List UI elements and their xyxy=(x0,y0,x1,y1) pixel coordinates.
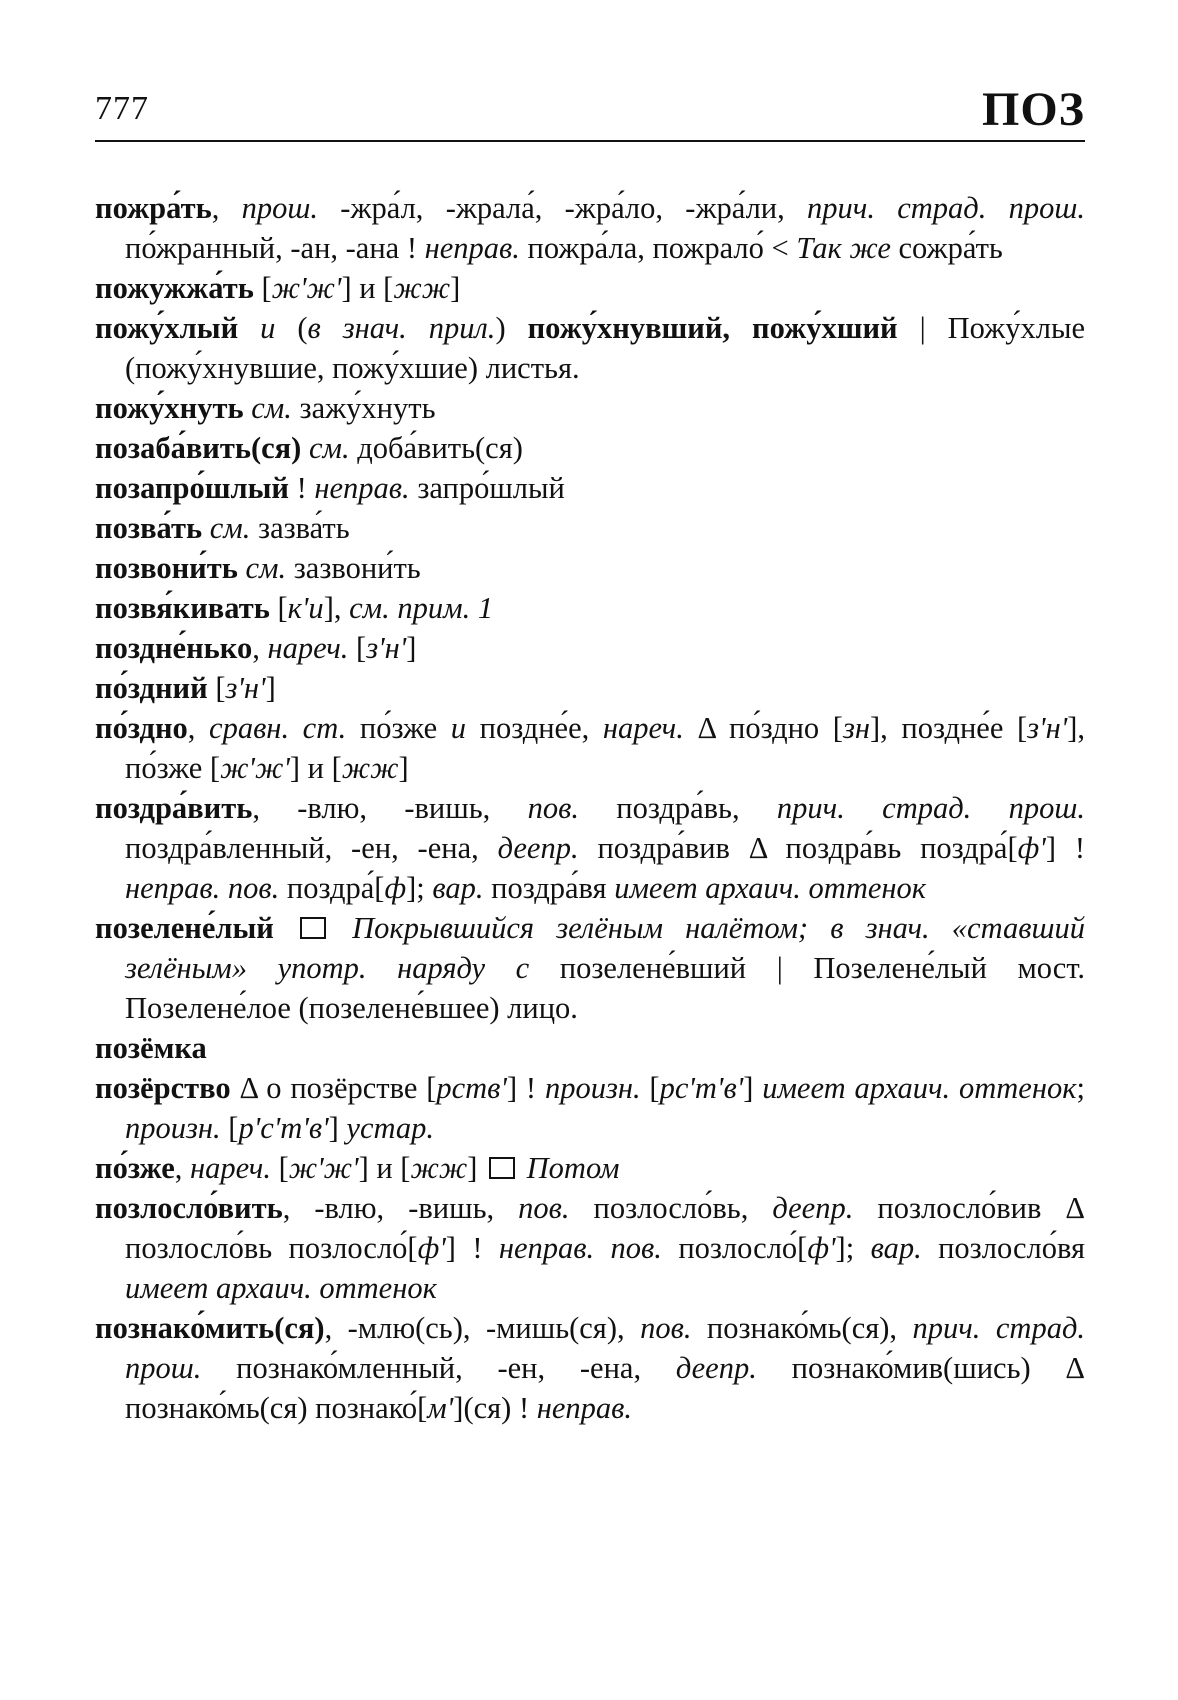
entry-text: познако́мив(шись) Δ познако́мь(ся) познако́[ xyxy=(125,1351,1086,1425)
entry-text: [ xyxy=(270,1151,289,1185)
headword: позаба́вить(ся) xyxy=(95,431,302,465)
entry-text: позлосло́вь, xyxy=(569,1191,773,1225)
entry-text: запро́шлый xyxy=(409,471,565,505)
italic-note: ф' xyxy=(417,1231,446,1265)
entry-text: -жра́л, -жрала́, -жра́ло, -жра́ли, xyxy=(318,191,808,225)
entry-text: познако́мь(ся), xyxy=(691,1311,913,1345)
dictionary-entry xyxy=(95,708,1085,788)
entry-text: ](ся) ! xyxy=(453,1391,537,1425)
italic-note: ж'ж' xyxy=(271,271,342,305)
italic-note: неправ. xyxy=(314,471,410,505)
entry-text: ], по́зже [ xyxy=(125,711,1086,785)
entry-text: ] xyxy=(265,671,276,705)
headword: позёмка xyxy=(95,1031,207,1065)
entry-text xyxy=(202,511,210,545)
italic-note: Так же xyxy=(796,231,891,265)
entry-text: поздра́вив Δ поздра́вь поздра́[ xyxy=(578,831,1018,865)
entry-text: познако́мленный, -ен, -ена, xyxy=(201,1351,676,1385)
dictionary-entry xyxy=(95,668,1085,708)
entry-text: поздра́[ xyxy=(279,871,385,905)
headword: пожу́хнувший, пожу́хший xyxy=(527,311,898,345)
dictionary-entry xyxy=(95,308,1085,388)
entry-text: , xyxy=(252,631,268,665)
headword: позёрство xyxy=(95,1071,231,1105)
italic-note: имеет архаич. оттенок xyxy=(614,871,927,905)
entry-text: по́жранный, -ан, -ана ! xyxy=(125,231,425,265)
entry-text xyxy=(274,911,296,945)
entry-text xyxy=(238,311,260,345)
entry-text: ] xyxy=(743,1071,763,1105)
italic-note: Потом xyxy=(526,1151,620,1185)
entry-text: ]; xyxy=(406,871,433,905)
italic-note: прош. xyxy=(241,191,319,225)
italic-note: неправ. xyxy=(536,1391,633,1425)
italic-note: нареч. xyxy=(602,711,684,745)
italic-note: ф xyxy=(384,871,407,905)
italic-note: деепр. xyxy=(772,1191,854,1225)
entry-text: [ xyxy=(207,671,226,705)
box-icon xyxy=(300,917,326,939)
italic-note: рс'т'в' xyxy=(659,1071,744,1105)
entry-text: позелене́вший | Позелене́лый мост. Позелене́лое (позелене́вшее) лицо. xyxy=(125,951,1085,1025)
entry-text: ] и [ xyxy=(341,271,394,305)
italic-note: жж xyxy=(393,271,451,305)
italic-note: см. xyxy=(251,391,292,425)
italic-note: неправ. пов. xyxy=(498,1231,662,1265)
italic-note: в знач. прил. xyxy=(307,311,496,345)
italic-note: з'н' xyxy=(1027,711,1068,745)
dictionary-entry xyxy=(95,628,1085,668)
entry-text: поздра́вленный, -ен, -ена, xyxy=(125,831,498,865)
italic-note: ж'ж' xyxy=(220,751,290,785)
italic-note: деепр. xyxy=(675,1351,757,1385)
italic-note: вар. xyxy=(870,1231,922,1265)
entry-text: поздра́вя xyxy=(483,871,615,905)
entry-text: сожра́ть xyxy=(890,231,1003,265)
dictionary-entry xyxy=(95,1188,1085,1308)
italic-note: неправ. пов. xyxy=(125,871,280,905)
headword: поздне́нько xyxy=(95,631,253,665)
entry-text: ] и [ xyxy=(289,751,342,785)
italic-note: пов. xyxy=(640,1311,692,1345)
entry-text: поздра́вь, xyxy=(578,791,777,825)
italic-note: прич. страд. прош. xyxy=(125,1311,1085,1385)
headword: познако́мить(ся) xyxy=(95,1311,325,1345)
italic-note: см. прим. 1 xyxy=(349,591,494,625)
italic-note: Покрывшийся зелёным налётом; в знач. «ставший зелёным» употр. наряду с xyxy=(125,911,1085,985)
italic-note: нареч. xyxy=(267,631,349,665)
entry-text xyxy=(519,1151,527,1185)
entry-text: ]; xyxy=(835,1231,871,1265)
dictionary-entry xyxy=(95,588,1085,628)
italic-note: имеет архаич. оттенок xyxy=(125,1271,437,1305)
italic-note: и xyxy=(450,711,467,745)
entry-text: [ xyxy=(640,1071,660,1105)
dictionary-entry xyxy=(95,548,1085,588)
entry-text: [ xyxy=(253,271,272,305)
dictionary-entry xyxy=(95,428,1085,468)
dictionary-entry xyxy=(95,1028,1085,1068)
entry-text: , xyxy=(174,1151,191,1185)
entry-text xyxy=(330,911,352,945)
headword: позелене́лый xyxy=(95,911,274,945)
headword: поздра́вить xyxy=(95,791,253,825)
headword: позвя́кивать xyxy=(95,591,270,625)
italic-note: см. xyxy=(209,511,251,545)
headword: позва́ть xyxy=(95,511,203,545)
entry-text: ] ! xyxy=(506,1071,545,1105)
entry-text: зазвони́ть xyxy=(286,551,421,585)
dictionary-entry xyxy=(95,468,1085,508)
entry-text: ], поздне́е [ xyxy=(869,711,1028,745)
dictionary-entry xyxy=(95,1308,1085,1428)
entry-text: ] и [ xyxy=(358,1151,411,1185)
entry-text: | Пожу́хлые (пожу́хнувшие, пожу́хшие) листья. xyxy=(125,311,1085,385)
entry-text: , xyxy=(211,191,242,225)
entry-text: ] xyxy=(398,751,409,785)
dictionary-entries xyxy=(95,188,1085,1428)
entry-text: , -млю(сь), -мишь(ся), xyxy=(324,1311,641,1345)
italic-note: м' xyxy=(427,1391,454,1425)
italic-note: ф' xyxy=(807,1231,836,1265)
italic-note: жж xyxy=(410,1151,468,1185)
headword: позвони́ть xyxy=(95,551,238,585)
headword: позапро́шлый xyxy=(95,471,289,505)
italic-note: прич. страд. прош. xyxy=(776,791,1085,825)
entry-text: позлосло́вя xyxy=(921,1231,1085,1265)
italic-note: нареч. xyxy=(190,1151,271,1185)
entry-text: ] xyxy=(406,631,417,665)
dictionary-entry xyxy=(95,188,1085,268)
italic-note: имеет архаич. оттенок xyxy=(762,1071,1077,1105)
italic-note: и xyxy=(260,311,276,345)
headword: пожра́ть xyxy=(95,191,212,225)
italic-note: прич. страд. прош. xyxy=(807,191,1085,225)
italic-note: з'н' xyxy=(366,631,407,665)
page-header xyxy=(95,82,1085,142)
dictionary-entry xyxy=(95,1068,1085,1148)
italic-note: деепр. xyxy=(497,831,579,865)
entry-text: ] ! xyxy=(1045,831,1085,865)
entry-text: ] xyxy=(450,271,461,305)
italic-note: см. xyxy=(308,431,350,465)
italic-note: произн. xyxy=(125,1111,221,1145)
italic-note: ж'ж' xyxy=(288,1151,359,1185)
entry-text: поздне́е, xyxy=(466,711,603,745)
entry-text: ], xyxy=(323,591,350,625)
entry-text: позлосло́[ xyxy=(661,1231,808,1265)
italic-note: устар. xyxy=(346,1111,435,1145)
entry-text: [ xyxy=(220,1111,239,1145)
dictionary-entry xyxy=(95,508,1085,548)
entry-text xyxy=(301,431,309,465)
headword: по́зже xyxy=(95,1151,175,1185)
italic-note: см. xyxy=(245,551,287,585)
italic-note: пов. xyxy=(518,1191,570,1225)
italic-note: жж xyxy=(341,751,399,785)
page-number: 777 xyxy=(95,90,149,127)
entry-text: ) xyxy=(495,311,528,345)
entry-text: зажу́хнуть xyxy=(291,391,436,425)
entry-text: ! xyxy=(288,471,315,505)
headword: по́здний xyxy=(95,671,208,705)
entry-text: ] xyxy=(328,1111,347,1145)
entry-text: , xyxy=(187,711,210,745)
headword: позлосло́вить xyxy=(95,1191,283,1225)
dictionary-entry xyxy=(95,788,1085,908)
italic-note: неправ. xyxy=(424,231,520,265)
header-rule xyxy=(95,140,1085,142)
entry-text: Δ о позёрстве [ xyxy=(230,1071,437,1105)
headword: пожужжа́ть xyxy=(95,271,254,305)
entry-text: , -влю, -вишь, xyxy=(252,791,528,825)
headword: пожу́хлый xyxy=(95,311,239,345)
entry-text: [ xyxy=(348,631,367,665)
entry-text: [ xyxy=(269,591,288,625)
italic-note: ф' xyxy=(1017,831,1046,865)
entry-text: доба́вить(ся) xyxy=(349,431,523,465)
italic-note: сравн. ст. xyxy=(209,711,347,745)
italic-note: произн. xyxy=(544,1071,641,1105)
entry-text: , -влю, -вишь, xyxy=(282,1191,519,1225)
dictionary-entry xyxy=(95,908,1085,1028)
entry-text: ( xyxy=(275,311,308,345)
italic-note: зн xyxy=(842,711,870,745)
dictionary-entry xyxy=(95,388,1085,428)
italic-note: рств' xyxy=(436,1071,507,1105)
headword: пожу́хнуть xyxy=(95,391,244,425)
entry-text: зазва́ть xyxy=(250,511,350,545)
dictionary-entry xyxy=(95,268,1085,308)
entry-text: Δ по́здно [ xyxy=(683,711,843,745)
headword: по́здно xyxy=(95,711,188,745)
entry-text: ; xyxy=(1076,1071,1085,1105)
italic-note: вар. xyxy=(432,871,484,905)
italic-note: к'и xyxy=(287,591,324,625)
entry-text: позлосло́вив Δ позлосло́вь позлосло́[ xyxy=(125,1191,1085,1265)
box-icon xyxy=(489,1157,515,1179)
entry-text: по́зже xyxy=(346,711,451,745)
italic-note: з'н' xyxy=(225,671,266,705)
italic-note: пов. xyxy=(527,791,579,825)
entry-text: ] ! xyxy=(445,1231,499,1265)
entry-text: пожра́ла, пожрало́ < xyxy=(519,231,797,265)
italic-note: р'с'т'в' xyxy=(238,1111,329,1145)
entry-text: ] xyxy=(467,1151,486,1185)
running-head: ПОЗ xyxy=(981,83,1085,136)
dictionary-entry xyxy=(95,1148,1085,1188)
